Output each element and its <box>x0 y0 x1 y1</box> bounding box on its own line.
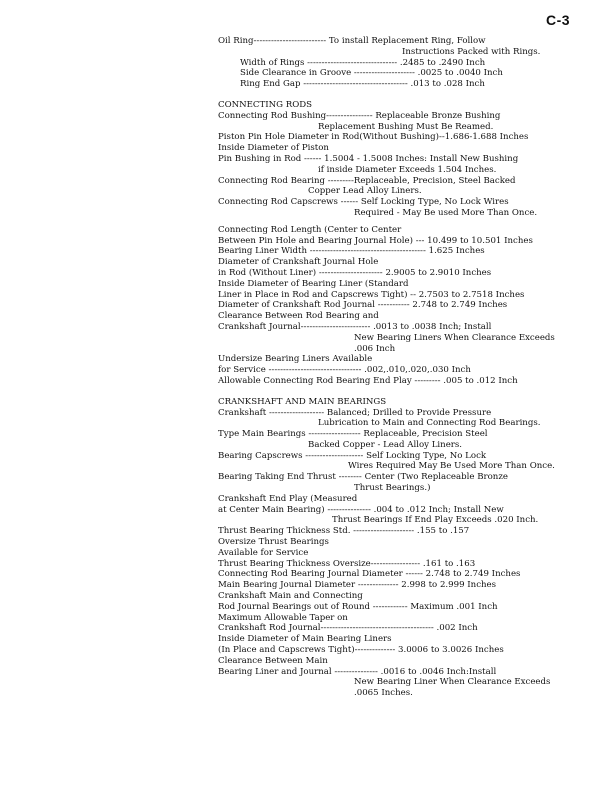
oil-ring-line: Oil Ring------------------------- To install Replacement Ring, Follow <box>218 36 486 46</box>
spec-line: Allowable Connecting Rod Bearing End Play --------- .005 to .012 Inch <box>218 375 518 386</box>
spec-line: Between Pin Hole and Bearing Journal Hole) --- 10.499 to 10.501 Inches <box>218 235 533 246</box>
spec-line: Main Bearing Journal Diameter -------------- 2.998 to 2.999 Inches <box>218 580 497 591</box>
spec-line: Crankshaft Main and Connecting <box>218 591 363 602</box>
spec-line: Pin Bushing in Rod ------ 1.5004 - 1.5008 Inches: Install New Bushing <box>218 153 519 164</box>
spec-line: Available for Service <box>218 547 309 558</box>
spec-line: .0065 Inches. <box>354 688 413 699</box>
spec-line: Type Main Bearings ------------------ Replaceable, Precision Steel <box>218 429 488 440</box>
spec-line: Connecting Rod Bushing---------------- Replaceable Bronze Bushing <box>218 110 501 121</box>
section-heading: CRANKSHAFT AND MAIN BEARINGS <box>218 396 387 407</box>
spec-line: Clearance Between Rod Bearing and <box>218 311 379 322</box>
spec-line: Thrust Bearings If End Play Exceeds .020 Inch. <box>332 515 539 526</box>
spec-line: Undersize Bearing Liners Available <box>218 354 373 365</box>
page-number: C-3 <box>546 12 571 28</box>
section-heading: CONNECTING RODS <box>218 99 313 110</box>
spec-line: Thrust Bearing Thickness Std. --------------------- .155 to .157 <box>218 526 470 537</box>
spec-line: Bearing Taking End Thrust -------- Center (Two Replaceable Bronze <box>218 472 508 483</box>
spec-line: Piston Pin Hole Diameter in Rod(Without Bushing)--1.686-1.688 Inches <box>218 132 529 143</box>
spec-line: Oversize Thrust Bearings <box>218 537 329 548</box>
spec-line: Required - May Be used More Than Once. <box>354 207 538 218</box>
ring-end-gap: Ring End Gap ------------------------------------ .013 to .028 Inch <box>240 79 485 90</box>
spec-line: Replacement Bushing Must Be Reamed. <box>318 121 494 132</box>
spec-line: Connecting Rod Length (Center to Center <box>218 224 402 235</box>
spec-line: Crankshaft End Play (Measured <box>218 493 358 504</box>
spec-line: Inside Diameter of Bearing Liner (Standard <box>218 278 409 289</box>
spec-line: Connecting Rod Capscrews ------ Self Locking Type, No Lock Wires <box>218 197 509 208</box>
spec-line: Clearance Between Main <box>218 655 328 666</box>
spec-line: at Center Main Bearing) --------------- .004 to .012 Inch; Install New <box>218 504 504 515</box>
spec-line: Inside Diameter of Piston <box>218 143 329 154</box>
spec-line: Thrust Bearing Thickness Oversize----------------- .161 to .163 <box>218 558 476 569</box>
spec-line: Bearing Liner and Journal --------------- .0016 to .0046 Inch:Install <box>218 666 497 677</box>
ring-side-clearance: Side Clearance in Groove --------------------- .0025 to .0040 Inch <box>240 68 503 79</box>
spec-line: for Service -------------------------------- .002,.010,.020,.030 Inch <box>218 365 471 376</box>
spec-line: Crankshaft Journal------------------------ .0013 to .0038 Inch; Install <box>218 321 492 332</box>
spec-content <box>218 36 578 699</box>
spec-line: Connecting Rod Bearing ---------Replaceable, Precision, Steel Backed <box>218 175 516 186</box>
spec-line: New Bearing Liners When Clearance Exceeds <box>354 332 555 343</box>
spec-line: Maximum Allowable Taper on <box>218 612 348 623</box>
spec-line: Diameter of Crankshaft Journal Hole <box>218 257 379 268</box>
spec-line: Rod Journal Bearings out of Round ------------ Maximum .001 Inch <box>218 601 498 612</box>
ring-width: Width of Rings ------------------------------- .2485 to .2490 Inch <box>240 57 486 68</box>
spec-line: Wires Required May Be Used More Than Once. <box>348 461 555 472</box>
spec-line: New Bearing Liner When Clearance Exceeds <box>354 677 551 688</box>
spec-line: Diameter of Crankshaft Rod Journal ----------- 2.748 to 2.749 Inches <box>218 300 508 311</box>
spec-line: in Rod (Without Liner) ---------------------- 2.9005 to 2.9010 Inches <box>218 267 492 278</box>
spec-line: Copper Lead Alloy Liners. <box>308 186 422 197</box>
spec-line: Crankshaft ------------------- Balanced; Drilled to Provide Pressure <box>218 407 492 418</box>
spec-line: Bearing Liner Width ---------------------------------------- 1.625 Inches <box>218 246 485 257</box>
spec-line: .006 Inch <box>354 343 396 354</box>
spec-line: Bearing Capscrews -------------------- Self Locking Type, No Lock <box>218 450 487 461</box>
spec-line: Thrust Bearings.) <box>354 483 431 494</box>
spec-line: Connecting Rod Bearing Journal Diameter ------ 2.748 to 2.749 Inches <box>218 569 521 580</box>
spec-line: Backed Copper - Lead Alloy Liners. <box>308 439 463 450</box>
spec-line: Liner in Place in Rod and Capscrews Tight) -- 2.7503 to 2.7518 Inches <box>218 289 525 300</box>
spec-line: (In Place and Capscrews Tight)-------------- 3.0006 to 3.0026 Inches <box>218 645 504 656</box>
spec-line: Inside Diameter of Main Bearing Liners <box>218 634 392 645</box>
spec-line: if inside Diameter Exceeds 1.504 Inches. <box>318 164 497 175</box>
oil-ring-line: Instructions Packed with Rings. <box>402 46 541 57</box>
spec-line: Lubrication to Main and Connecting Rod Bearings. <box>318 418 541 429</box>
spec-line: Crankshaft Rod Journal--------------------------------------- .002 Inch <box>218 623 478 634</box>
